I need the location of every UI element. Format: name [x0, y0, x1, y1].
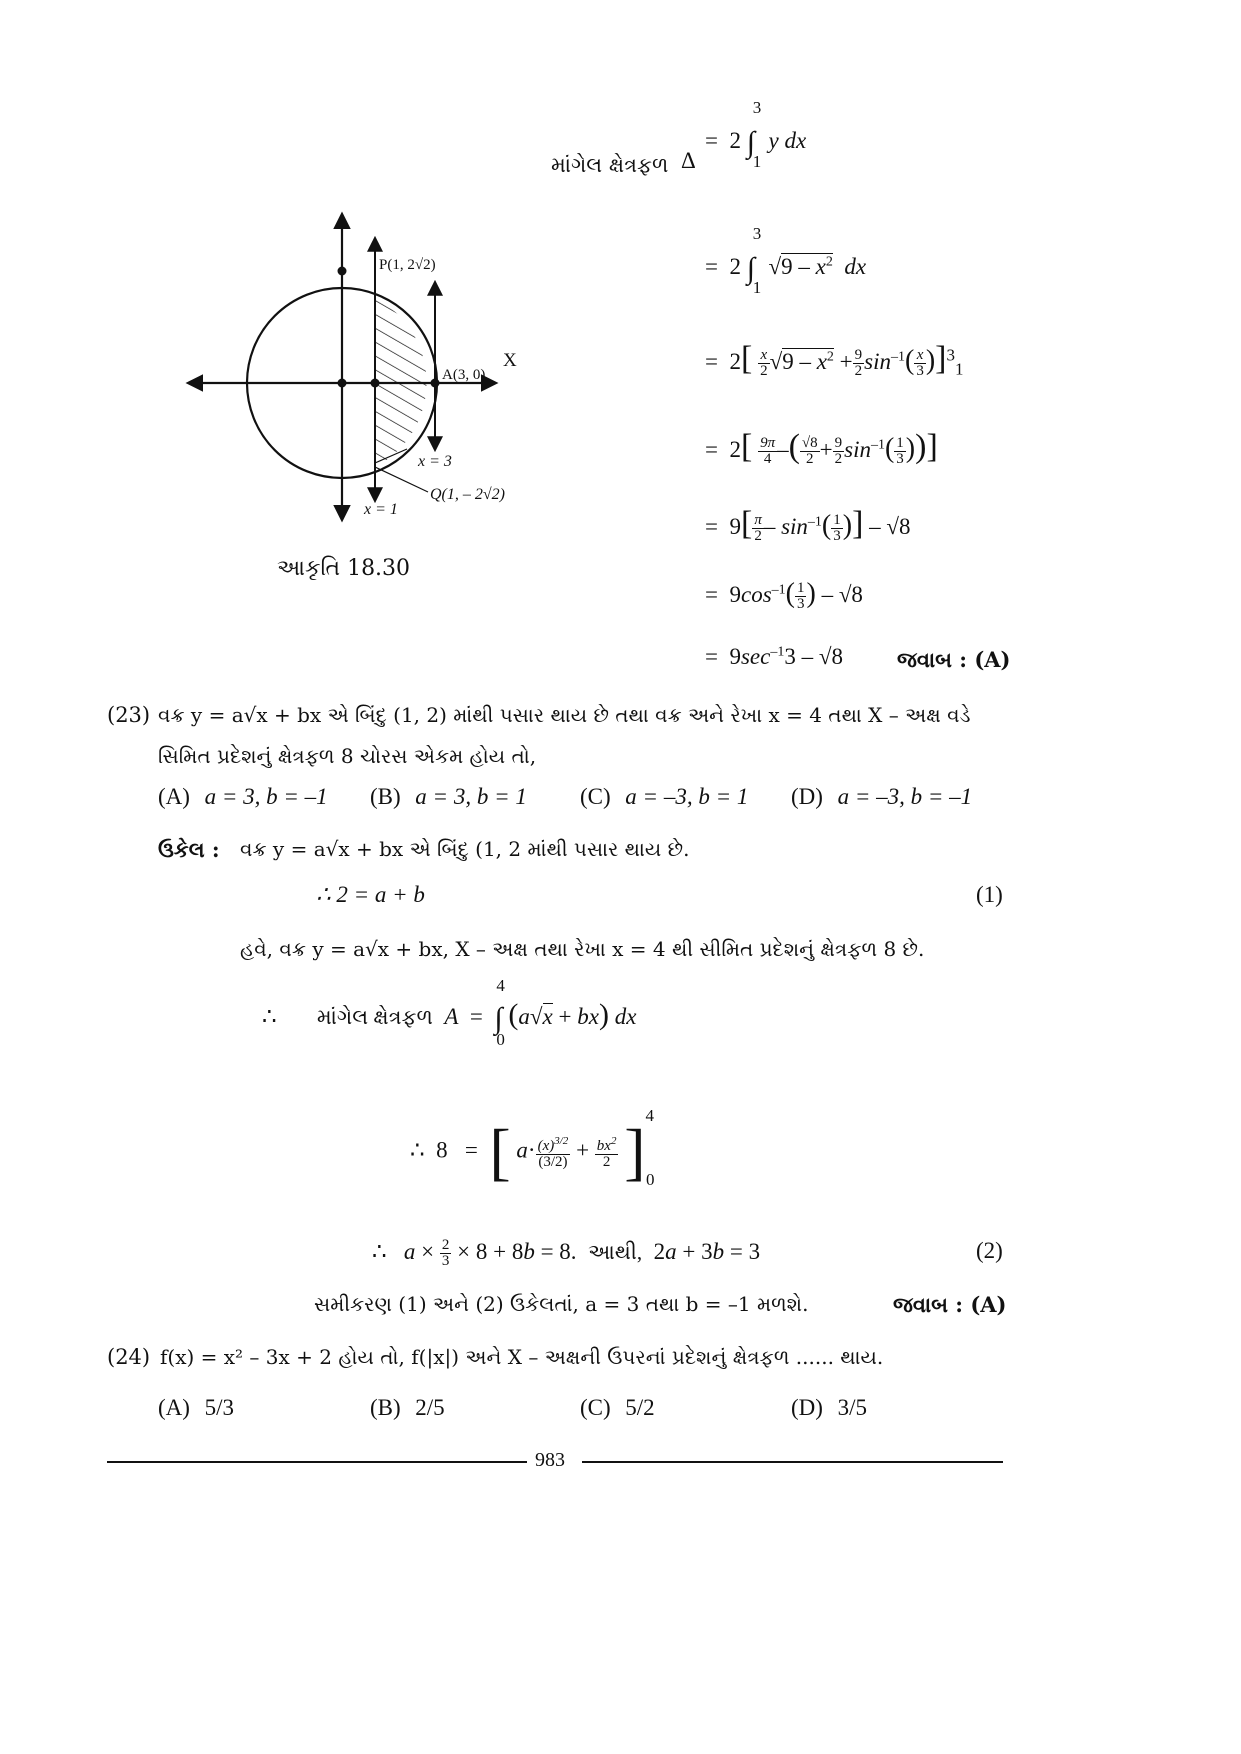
label-x-axis: X [503, 350, 517, 371]
q23-option-b: (B) a = 3, b = 1 [370, 784, 527, 809]
label-x3: x = 3 [418, 453, 452, 470]
sol-line-6: ∴ a × $\frac{2}{3}$ × 8 + 8b = 8. આથી, 2a + 3b = 3 [372, 1237, 761, 1269]
answer-q23: જવાબ : (A) [893, 1292, 1007, 1317]
circle-diagram [185, 205, 565, 585]
solution-label: ઉકેલ : [158, 837, 220, 862]
area-label: માંગેલ ક્ષેત્રફળ [551, 153, 669, 177]
footer-rule-left [107, 1461, 527, 1463]
q23-option-d: (D) a = –3, b = –1 [791, 784, 973, 809]
sol-line-7: સમીકરણ (1) અને (2) ઉકેલતાં, a = 3 તથા b = –1 મળશે. [314, 1292, 809, 1316]
eq-number-1: (1) [976, 882, 1003, 907]
q23-option-a: (A) a = 3, b = –1 [158, 784, 328, 809]
eq-line-1: = 2 3 ∫ 1 y dx [705, 98, 807, 171]
q24-text: f(x) = x² – 3x + 2 હોય તો, f(|x|) અને X – અક્ષની ઉપરનાં પ્રદેશનું ક્ષેત્રફળ ...... થાય. [160, 1345, 884, 1369]
q24-option-b: (B) 2/5 [370, 1395, 445, 1420]
q23-option-c: (C) a = –3, b = 1 [580, 784, 749, 809]
figure-18-30 [185, 205, 565, 585]
eq-line-6: = $9\cos^{-1}$( $\frac{1}{3}$ ) – √8 [705, 578, 863, 613]
q23-line2: સિમિત પ્રદેશનું ક્ષેત્રફળ 8 ચોરસ એકમ હોય તો, [158, 744, 537, 768]
sol-line-4: ∴ માંગેલ ક્ષેત્રફળ A = 4 ∫ 0 (a√x + bx) dx [262, 976, 637, 1049]
footer-rule-right [582, 1461, 1003, 1463]
label-a: A(3, 0) [442, 367, 486, 383]
label-q: Q(1, – 2√2) [430, 486, 505, 503]
sol-line-5: ∴ 8 = [ a· $\frac{(x)^{3/2}}{(3/2)}$ + $\frac{bx^2}{2}$ ]$^4_0$ [410, 1105, 655, 1189]
eq-line-7: = $9\sec^{-1}3 - √8$ [705, 644, 843, 669]
q23-line1: વક્ર y = a√x + bx એ બિંદુ (1, 2) માંથી પસાર થાય છે તથા વક્ર અને રેખા x = 4 તથા X – અક્ષ વડે [158, 703, 971, 727]
eq-line-4: = 2[ $\frac{9\pi}{4}$ –( $\frac{√8}{2}$ + $\frac{9}{2}$ $\sin^{-1}$( $\frac{1}{3}$ ))] [705, 428, 938, 468]
eq-line-2: = 2 3 ∫ 1 $√9 - x^2$ dx [705, 224, 867, 297]
eq-line-3: = 2[ $\frac{x}{2}$ $√9 - x^2$ + $\frac{9}{2}$ $\sin^{-1}$( $\frac{x}{3}$ )]$^3_1$ [705, 340, 964, 380]
eq-line-5: = 9[ $\frac{\pi}{2}$ – $\sin^{-1}$( $\frac{1}{3}$ )] – √8 [705, 505, 911, 545]
q23-number: (23) [107, 703, 151, 727]
figure-caption: આકૃતિ 18.30 [277, 556, 411, 581]
sol-line-3: હવે, વક્ર y = a√x + bx, X – અક્ષ તથા રેખા x = 4 થી સીમિત પ્રદેશનું ક્ષેત્રફળ 8 છે. [240, 937, 925, 961]
q24-number: (24) [107, 1345, 151, 1369]
q24-option-a: (A) 5/3 [158, 1395, 234, 1420]
q24-option-d: (D) 3/5 [791, 1395, 867, 1420]
label-p: P(1, 2√2) [379, 257, 436, 273]
sol-line-2: ∴ 2 = a + b [316, 882, 425, 907]
sol-line-1: વક્ર y = a√x + bx એ બિંદુ (1, 2 માંથી પસાર થાય છે. [240, 837, 690, 861]
eq-number-2: (2) [976, 1238, 1003, 1263]
q24-option-c: (C) 5/2 [580, 1395, 655, 1420]
page-number: 983 [535, 1449, 565, 1471]
delta-symbol: Δ [681, 148, 696, 173]
answer-top: જવાબ : (A) [897, 647, 1011, 672]
label-x1: x = 1 [364, 501, 398, 518]
